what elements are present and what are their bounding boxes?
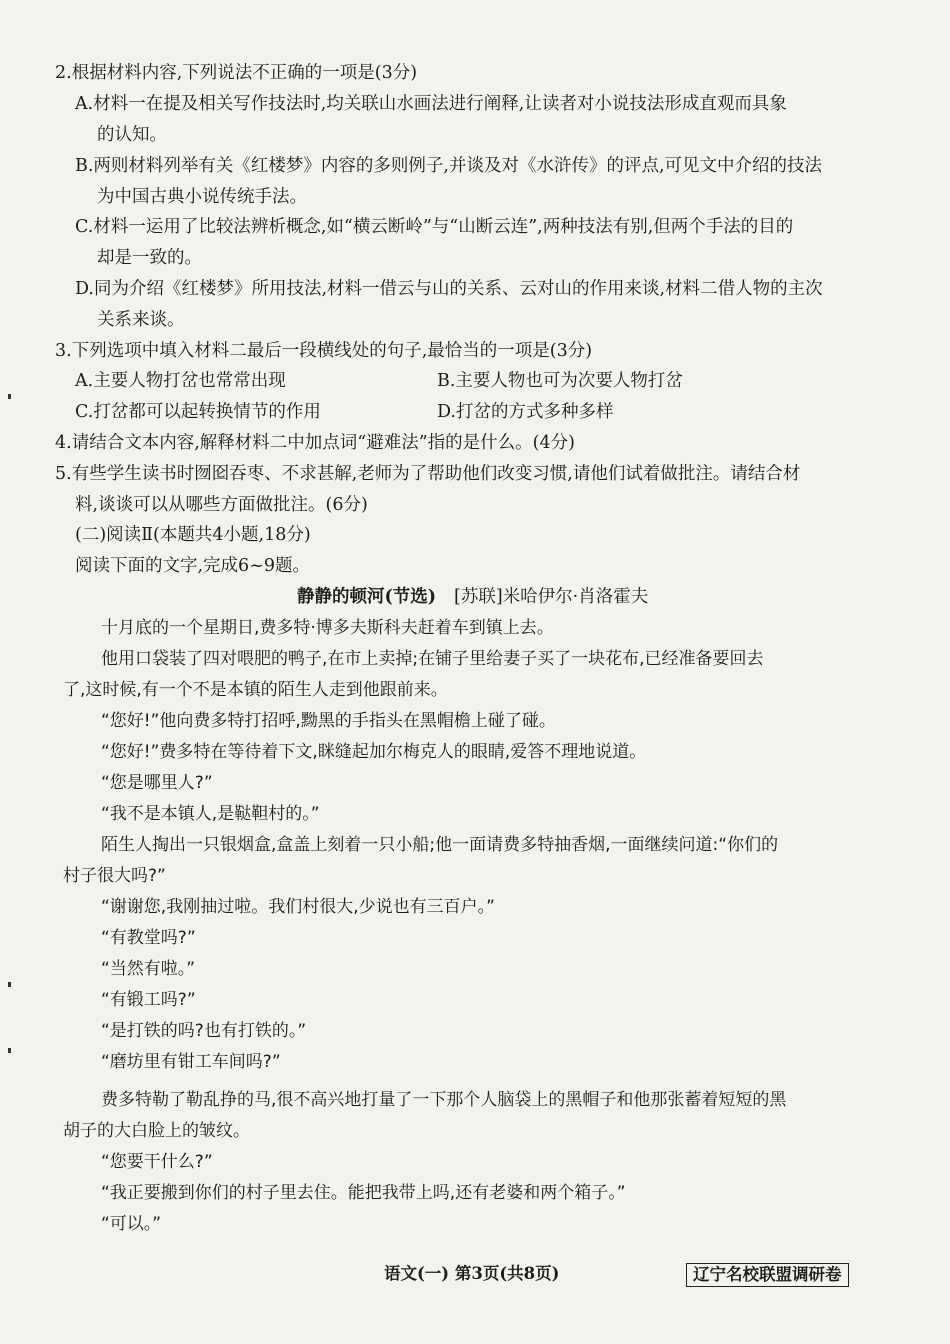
passage-paragraph: “有教堂吗?” — [101, 928, 196, 948]
scan-speck — [8, 1048, 11, 1053]
passage-paragraph: “我正要搬到你们的村子里去住。能把我带上吗,还有老婆和两个箱子。” — [101, 1183, 626, 1203]
q2-option-a-cont: 的认知。 — [97, 125, 167, 145]
q2-option-a: A.材料一在提及相关写作技法时,均关联山水画法进行阐释,让读者对小说技法形成直观而具象 — [75, 94, 787, 114]
passage-paragraph: “您好!”费多特在等待着下文,眯缝起加尔梅克人的眼睛,爱答不理地说道。 — [101, 742, 647, 762]
q3-option-a: A.主要人物打岔也常常出现 — [75, 371, 286, 391]
q5-stem-cont: 料,谈谈可以从哪些方面做批注。(6分) — [75, 495, 368, 515]
passage-paragraph: 费多特勒了勒乱挣的马,很不高兴地打量了一下那个人脑袋上的黑帽子和他那张蓄着短短的黑 — [101, 1090, 787, 1110]
passage-paragraph: “您要干什么?” — [101, 1152, 213, 1172]
passage-title: 静静的顿河(节选) — [297, 587, 437, 607]
passage-paragraph: “是打铁的吗?也有打铁的。” — [101, 1021, 307, 1041]
section-heading: (二)阅读Ⅱ(本题共4小题,18分) — [75, 525, 311, 545]
passage-paragraph-cont: 了,这时候,有一个不是本镇的陌生人走到他跟前来。 — [63, 680, 448, 700]
passage-paragraph: “我不是本镇人,是鞑靼村的。” — [101, 804, 320, 824]
q2-option-d-cont: 关系来谈。 — [97, 310, 185, 330]
passage-paragraph: “您好!”他向费多特打招呼,黝黑的手指头在黑帽檐上碰了碰。 — [101, 711, 556, 731]
q3-option-d: D.打岔的方式多种多样 — [437, 402, 614, 422]
scan-speck — [8, 394, 11, 399]
passage-author: [苏联]米哈伊尔·肖洛霍夫 — [454, 587, 649, 607]
passage-paragraph-cont: 村子很大吗?” — [63, 866, 166, 886]
q2-option-c: C.材料一运用了比较法辨析概念,如“横云断岭”与“山断云连”,两种技法有别,但两个手法的目的 — [75, 217, 794, 237]
q3-option-c: C.打岔都可以起转换情节的作用 — [75, 402, 321, 422]
q2-option-b-cont: 为中国古典小说传统手法。 — [97, 187, 307, 207]
section-instruction: 阅读下面的文字,完成6~9题。 — [75, 556, 310, 576]
passage-paragraph: “您是哪里人?” — [101, 773, 213, 793]
passage-paragraph: 十月底的一个星期日,费多特·博多夫斯科夫赶着车到镇上去。 — [101, 618, 554, 638]
q2-option-c-cont: 却是一致的。 — [97, 248, 202, 268]
passage-paragraph: “当然有啦。” — [101, 959, 196, 979]
q2-option-d: D.同为介绍《红楼梦》所用技法,材料一借云与山的关系、云对山的作用来谈,材料二借人物的主次 — [75, 279, 823, 299]
q5-stem: 5.有些学生读书时囫囵吞枣、不求甚解,老师为了帮助他们改变习惯,请他们试着做批注。请结合材 — [55, 464, 801, 484]
q4-stem: 4.请结合文本内容,解释材料二中加点词“避难法”指的是什么。(4分) — [55, 433, 575, 453]
scan-speck — [8, 982, 11, 987]
passage-paragraph: “可以。” — [101, 1214, 162, 1234]
q2-stem: 2.根据材料内容,下列说法不正确的一项是(3分) — [55, 63, 418, 83]
q2-option-b: B.两则材料列举有关《红楼梦》内容的多则例子,并谈及对《水浒传》的评点,可见文中介绍的技法 — [75, 156, 823, 176]
brand-label: 辽宁名校联盟调研卷 — [686, 1263, 849, 1287]
passage-paragraph: 陌生人掏出一只银烟盒,盒盖上刻着一只小船;他一面请费多特抽香烟,一面继续问道:“你们的 — [101, 835, 779, 855]
passage-paragraph: “有锻工吗?” — [101, 990, 196, 1010]
page-number: 语文(一) 第3页(共8页) — [384, 1264, 560, 1283]
passage-paragraph: “谢谢您,我刚抽过啦。我们村很大,少说也有三百户。” — [101, 897, 495, 917]
q3-stem: 3.下列选项中填入材料二最后一段横线处的句子,最恰当的一项是(3分) — [55, 341, 593, 361]
passage-paragraph: “磨坊里有钳工车间吗?” — [101, 1052, 281, 1072]
passage-paragraph-cont: 胡子的大白脸上的皱纹。 — [63, 1121, 250, 1141]
passage-paragraph: 他用口袋装了四对喂肥的鸭子,在市上卖掉;在铺子里给妻子买了一块花布,已经准备要回去 — [101, 649, 764, 669]
q3-option-b: B.主要人物也可为次要人物打岔 — [437, 371, 683, 391]
